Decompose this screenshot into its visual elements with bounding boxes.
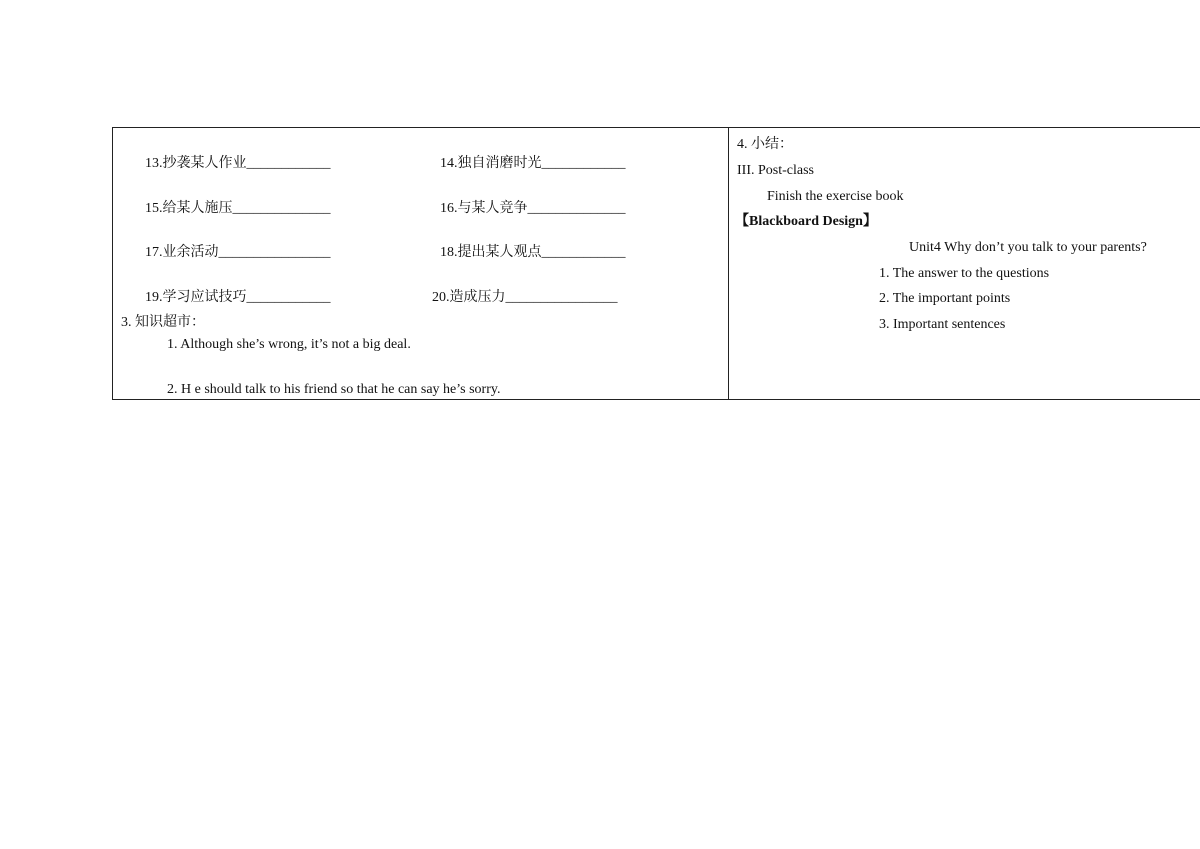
- phrase-item-13: [145, 156, 331, 172]
- phrase-label: 13.抄袭某人作业: [145, 156, 247, 171]
- answer-blank[interactable]: ________________: [505, 290, 618, 305]
- board-title: Unit4 Why don’t you talk to your parents?: [909, 240, 1147, 255]
- phrase-item-15: [145, 201, 331, 217]
- answer-blank[interactable]: ____________: [541, 156, 626, 171]
- board-point-1: 1. The answer to the questions: [879, 266, 1050, 281]
- board-point-3: 3. Important sentences: [879, 317, 1006, 332]
- answer-blank[interactable]: ______________: [527, 201, 626, 216]
- phrase-label: 16.与某人竞争: [440, 201, 528, 216]
- worksheet-table: [112, 127, 1200, 400]
- phrase-item-14: [440, 156, 626, 172]
- board-point-2: 2. The important points: [879, 291, 1011, 306]
- phrase-label: 18.提出某人观点: [440, 245, 542, 260]
- left-column: [113, 128, 729, 399]
- phrase-label: 14.独自消磨时光: [440, 156, 542, 171]
- section-title: 3. 知识超市：: [121, 315, 205, 330]
- phrase-item-20: [432, 290, 618, 306]
- right-column: [729, 128, 1200, 399]
- phrase-label: 15.给某人施压: [145, 201, 233, 216]
- answer-blank[interactable]: ____________: [541, 245, 626, 260]
- phrase-item-16: [440, 201, 626, 217]
- example-sentence-2: 2. H e should talk to his friend so that he can say he’s sorry.: [167, 382, 501, 397]
- answer-blank[interactable]: ______________: [232, 201, 331, 216]
- phrase-label: 19.学习应试技巧: [145, 290, 247, 305]
- answer-blank[interactable]: ________________: [218, 245, 331, 260]
- answer-blank[interactable]: ____________: [246, 156, 331, 171]
- blackboard-design-heading: 【Blackboard Design】: [735, 214, 877, 229]
- phrase-item-17: [145, 245, 331, 261]
- phrase-item-18: [440, 245, 626, 261]
- post-class-task: Finish the exercise book: [767, 189, 904, 204]
- phrase-item-19: [145, 290, 331, 306]
- summary-label: 4. 小结：: [737, 137, 793, 152]
- phrase-label: 17.业余活动: [145, 245, 219, 260]
- phrase-label: 20.造成压力: [432, 290, 506, 305]
- answer-blank[interactable]: ____________: [246, 290, 331, 305]
- post-class-heading: III. Post-class: [737, 163, 814, 178]
- example-sentence-1: 1. Although she’s wrong, it’s not a big deal.: [167, 337, 411, 352]
